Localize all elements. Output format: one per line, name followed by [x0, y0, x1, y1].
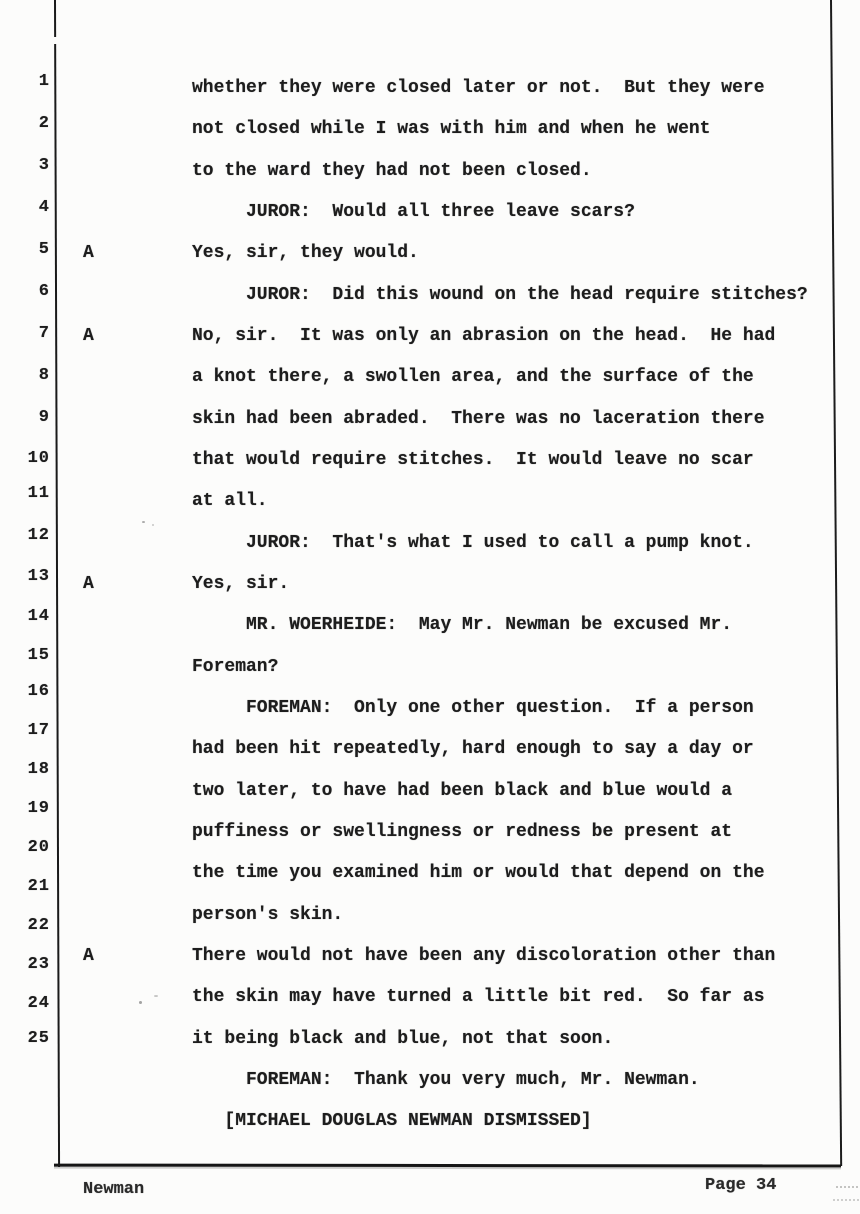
line-text: to the ward they had not been closed.: [192, 161, 592, 181]
transcript-line: [0, 243, 860, 269]
line-number: 14: [27, 607, 50, 626]
line-number: 23: [27, 955, 50, 974]
page-border-bottom: [54, 1164, 841, 1168]
line-text: No, sir. It was only an abrasion on the head. He had: [192, 326, 776, 346]
scan-artifact: [836, 1186, 858, 1188]
transcript-line: [0, 657, 860, 683]
footer-witness-name: Newman: [83, 1180, 145, 1199]
line-text: had been hit repeatedly, hard enough to say a day or: [192, 739, 754, 759]
line-text: JUROR: Did this wound on the head require stitches?: [192, 285, 808, 305]
line-text: FOREMAN: Thank you very much, Mr. Newman.: [192, 1070, 700, 1090]
line-text: [MICHAEL DOUGLAS NEWMAN DISMISSED]: [192, 1111, 592, 1131]
answer-marker: A: [83, 574, 94, 594]
line-text: JUROR: Would all three leave scars?: [192, 202, 635, 222]
transcript-line: [0, 491, 860, 517]
line-number: 11: [27, 484, 50, 503]
transcript-line: [0, 574, 860, 600]
line-number: 5: [38, 240, 50, 259]
scan-speck: [154, 995, 158, 997]
line-number: 16: [27, 682, 50, 701]
transcript-line: [0, 1029, 860, 1055]
transcript-line: [0, 409, 860, 435]
line-text: it being black and blue, not that soon.: [192, 1029, 614, 1049]
line-number: 20: [27, 838, 50, 857]
answer-marker: A: [83, 326, 94, 346]
line-text: Yes, sir.: [192, 574, 290, 594]
transcript-line: [0, 285, 860, 311]
line-text: that would require stitches. It would leave no scar: [192, 450, 754, 470]
line-text: a knot there, a swollen area, and the surface of the: [192, 367, 754, 387]
answer-marker: A: [83, 243, 94, 263]
line-number: 9: [38, 408, 50, 427]
transcript-line: [0, 202, 860, 228]
line-text: at all.: [192, 491, 268, 511]
line-number: 2: [38, 114, 50, 133]
line-text: whether they were closed later or not. But they were: [192, 78, 765, 98]
transcript-line: [0, 905, 860, 931]
line-number: 22: [27, 916, 50, 935]
line-number: 15: [27, 646, 50, 665]
line-number: 1: [38, 72, 50, 91]
line-number: 21: [27, 877, 50, 896]
line-text: skin had been abraded. There was no laceration there: [192, 409, 765, 429]
transcript-line: [0, 1070, 860, 1096]
line-text: the skin may have turned a little bit red. So far as: [192, 987, 765, 1007]
line-text: JUROR: That's what I used to call a pump knot.: [192, 533, 754, 553]
scan-artifact: [833, 1199, 859, 1201]
line-number: 19: [27, 799, 50, 818]
line-text: two later, to have had been black and blue would a: [192, 781, 733, 801]
scan-speck: [139, 1001, 142, 1004]
line-text: the time you examined him or would that depend on the: [192, 863, 765, 883]
line-text: person's skin.: [192, 905, 344, 925]
line-text: puffiness or swellingness or redness be present at: [192, 822, 733, 842]
line-number: 24: [27, 994, 50, 1013]
line-number: 13: [27, 567, 50, 586]
transcript-line: [0, 161, 860, 187]
footer-page-number: Page 34: [705, 1176, 777, 1195]
transcript-line: [0, 739, 860, 765]
line-number: 25: [27, 1029, 50, 1048]
line-number: 12: [27, 526, 50, 545]
line-text: Foreman?: [192, 657, 279, 677]
transcript-line: [0, 946, 860, 972]
transcript-line: [0, 781, 860, 807]
line-number: 8: [38, 366, 50, 385]
line-number: 6: [38, 282, 50, 301]
line-text: MR. WOERHEIDE: May Mr. Newman be excused Mr.: [192, 615, 733, 635]
answer-marker: A: [83, 946, 94, 966]
page-border-left-gap: [51, 37, 59, 44]
transcript-line: [0, 987, 860, 1013]
line-number: 3: [38, 156, 50, 175]
transcript-line: [0, 822, 860, 848]
scan-speck: [152, 524, 154, 526]
line-text: FOREMAN: Only one other question. If a person: [192, 698, 754, 718]
transcript-line: [0, 450, 860, 476]
line-number: 10: [27, 449, 50, 468]
transcript-line: [0, 119, 860, 145]
transcript-line: [0, 615, 860, 641]
transcript-line: [0, 326, 860, 352]
transcript-line: [0, 863, 860, 889]
line-text: not closed while I was with him and when he went: [192, 119, 711, 139]
line-number: 17: [27, 721, 50, 740]
line-number: 18: [27, 760, 50, 779]
transcript-line: [0, 1111, 860, 1137]
transcript-line: [0, 78, 860, 104]
transcript-line: [0, 367, 860, 393]
line-text: Yes, sir, they would.: [192, 243, 419, 263]
line-text: There would not have been any discoloration other than: [192, 946, 776, 966]
line-number: 4: [38, 198, 50, 217]
scan-speck: [142, 521, 145, 523]
transcript-line: [0, 698, 860, 724]
line-number: 7: [38, 324, 50, 343]
transcript-line: [0, 533, 860, 559]
